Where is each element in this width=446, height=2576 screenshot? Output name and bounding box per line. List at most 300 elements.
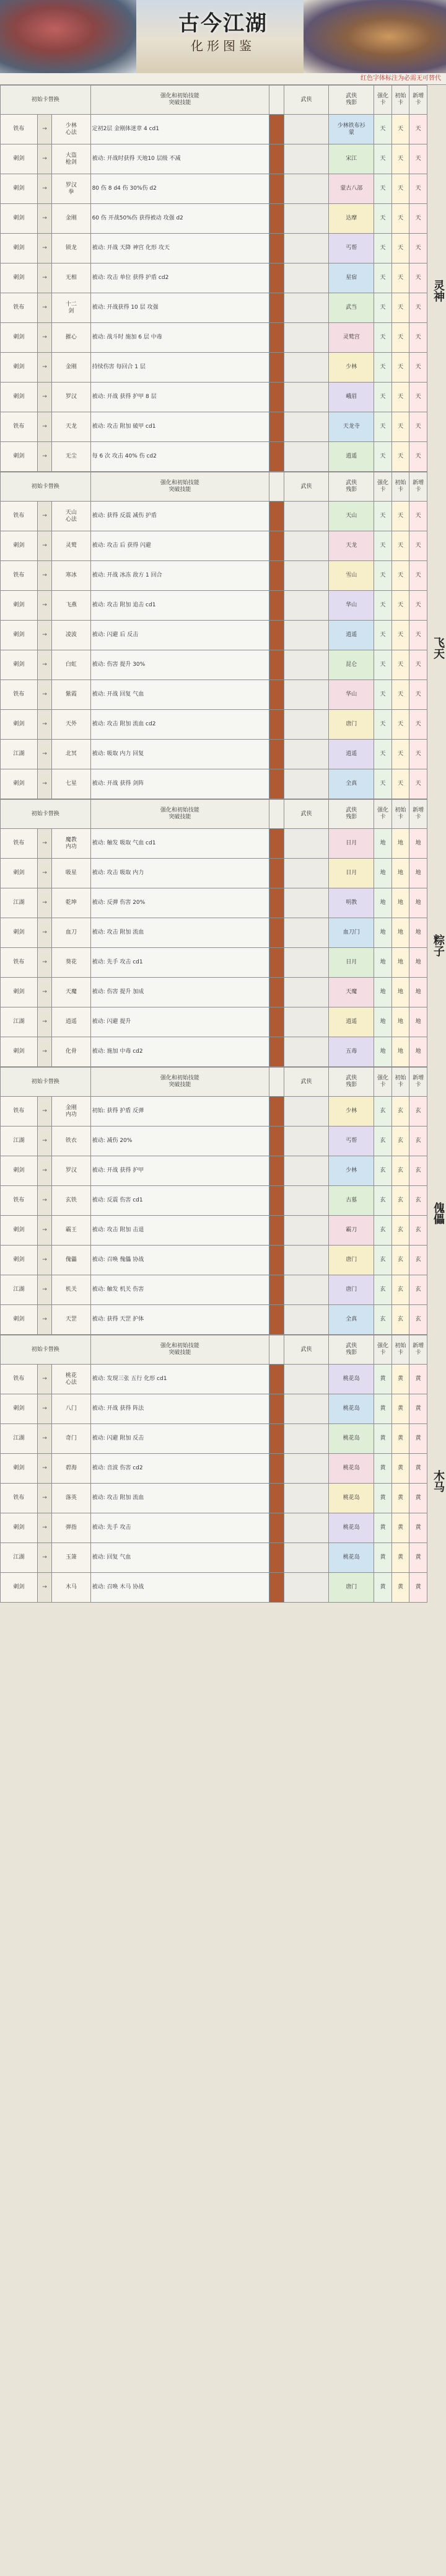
- target-cell: 灵鹫: [52, 531, 90, 561]
- target-cell: 木马: [52, 1573, 90, 1603]
- header-wu1: 武侠: [284, 1335, 329, 1365]
- slot-cell: 刺剑: [1, 859, 38, 888]
- type-icon: [269, 1275, 284, 1305]
- header-q-0: 强化卡: [374, 1335, 392, 1365]
- target-cell: 落英: [52, 1484, 90, 1513]
- quality-cell-0: 天: [374, 621, 392, 650]
- target-cell: 桃花 心法: [52, 1365, 90, 1394]
- target-cell: 乾坤: [52, 888, 90, 918]
- arrow-icon: →: [37, 234, 51, 263]
- slot-cell: 刺剑: [1, 1156, 38, 1186]
- quality-cell-0: 玄: [374, 1216, 392, 1246]
- type-icon: [269, 204, 284, 234]
- wuxia-remnant-cell: 唐门: [329, 1573, 374, 1603]
- table-row: [1, 888, 427, 918]
- quality-cell-1: 地: [391, 888, 409, 918]
- table-row: [1, 383, 427, 412]
- table-row: [1, 353, 427, 383]
- quality-cell-1: 玄: [391, 1156, 409, 1186]
- quality-cell-0: 天: [374, 323, 392, 353]
- banner-subtitle: 化形图鉴: [191, 38, 255, 53]
- target-cell: 玉箫: [52, 1543, 90, 1573]
- target-cell: 金刚: [52, 353, 90, 383]
- slot-cell: 刺剑: [1, 650, 38, 680]
- slot-cell: 江湖: [1, 740, 38, 769]
- wuxia-remnant-cell: 丐帮: [329, 1126, 374, 1156]
- slot-cell: 刺剑: [1, 1394, 38, 1424]
- table-row: [1, 1126, 427, 1156]
- skill-cell: 被动: 开战 获得 阵法: [90, 1394, 269, 1424]
- type-icon: [269, 531, 284, 561]
- header-wu2: 武侠 残影: [329, 1335, 374, 1365]
- wuxia-remnant-cell: 日月: [329, 859, 374, 888]
- target-cell: 凌波: [52, 621, 90, 650]
- arrow-icon: →: [37, 1246, 51, 1275]
- target-cell: 天龙: [52, 412, 90, 442]
- sections-container: [0, 85, 446, 1603]
- arrow-icon: →: [37, 561, 51, 591]
- skill-cell: 被动: 开战 获得 护甲: [90, 1156, 269, 1186]
- wuxia-cell: [284, 829, 329, 859]
- arrow-icon: →: [37, 1573, 51, 1603]
- header-skill: 强化和初始技能 突破技能: [90, 800, 269, 829]
- table-row: [1, 234, 427, 263]
- wuxia-remnant-cell: 丐帮: [329, 234, 374, 263]
- section-table: [0, 1335, 427, 1603]
- quality-cell-2: 天: [409, 293, 427, 323]
- header-icon: [269, 472, 284, 502]
- wuxia-cell: [284, 859, 329, 888]
- game-logo: 古今江湖: [178, 11, 268, 36]
- wuxia-remnant-cell: 宋江: [329, 144, 374, 174]
- section-4: [0, 1335, 446, 1603]
- quality-cell-2: 玄: [409, 1246, 427, 1275]
- quality-cell-2: 天: [409, 234, 427, 263]
- wuxia-remnant-cell: 逍遥: [329, 621, 374, 650]
- arrow-icon: →: [37, 1424, 51, 1454]
- wuxia-cell: [284, 740, 329, 769]
- wuxia-cell: [284, 263, 329, 293]
- quality-cell-0: 天: [374, 502, 392, 531]
- table-row: [1, 1007, 427, 1037]
- quality-cell-0: 天: [374, 591, 392, 621]
- table-row: [1, 1573, 427, 1603]
- quality-cell-0: 地: [374, 829, 392, 859]
- arrow-icon: →: [37, 740, 51, 769]
- wuxia-cell: [284, 383, 329, 412]
- wuxia-cell: [284, 1126, 329, 1156]
- quality-cell-1: 黄: [391, 1573, 409, 1603]
- quality-cell-1: 黄: [391, 1513, 409, 1543]
- target-cell: 紫霞: [52, 680, 90, 710]
- type-icon: [269, 621, 284, 650]
- wuxia-remnant-cell: 少林: [329, 1156, 374, 1186]
- header-q-0: 强化卡: [374, 86, 392, 115]
- wuxia-cell: [284, 888, 329, 918]
- target-cell: 玄铁: [52, 1186, 90, 1216]
- quality-cell-2: 玄: [409, 1156, 427, 1186]
- target-cell: 傀儡: [52, 1246, 90, 1275]
- target-cell: 少林 心法: [52, 115, 90, 144]
- type-icon: [269, 680, 284, 710]
- wuxia-cell: [284, 918, 329, 948]
- target-cell: 北冥: [52, 740, 90, 769]
- wuxia-remnant-cell: 明教: [329, 888, 374, 918]
- quality-cell-1: 玄: [391, 1186, 409, 1216]
- quality-cell-1: 玄: [391, 1246, 409, 1275]
- skill-cell: 被动: 闪避 附加 反击: [90, 1424, 269, 1454]
- skill-cell: 每 6 次 攻击 40% 伤 cd2: [90, 442, 269, 472]
- type-icon: [269, 263, 284, 293]
- quality-cell-0: 黄: [374, 1573, 392, 1603]
- section-table: [0, 85, 427, 472]
- banner-art-right: [304, 0, 446, 73]
- slot-cell: 刺剑: [1, 1573, 38, 1603]
- wuxia-remnant-cell: 蒙古八部: [329, 174, 374, 204]
- skill-cell: 被动: 攻击 附加 击退: [90, 1216, 269, 1246]
- header-q-2: 新增卡: [409, 86, 427, 115]
- type-icon: [269, 1216, 284, 1246]
- quality-cell-1: 黄: [391, 1454, 409, 1484]
- target-cell: 罗汉 拳: [52, 174, 90, 204]
- wuxia-remnant-cell: 少林铁布衫 蒙: [329, 115, 374, 144]
- quality-cell-2: 天: [409, 531, 427, 561]
- wuxia-remnant-cell: 少林: [329, 353, 374, 383]
- wuxia-cell: [284, 1365, 329, 1394]
- arrow-icon: →: [37, 263, 51, 293]
- wuxia-cell: [284, 1007, 329, 1037]
- quality-cell-2: 天: [409, 621, 427, 650]
- header-skill: 强化和初始技能 突破技能: [90, 472, 269, 502]
- slot-cell: 铁布: [1, 1186, 38, 1216]
- table-row: [1, 204, 427, 234]
- type-icon: [269, 1543, 284, 1573]
- quality-cell-1: 天: [391, 650, 409, 680]
- arrow-icon: →: [37, 1484, 51, 1513]
- wuxia-cell: [284, 1305, 329, 1335]
- quality-cell-2: 地: [409, 948, 427, 978]
- wuxia-cell: [284, 531, 329, 561]
- quality-cell-2: 玄: [409, 1186, 427, 1216]
- header-slot: 初始卡替换: [1, 472, 91, 502]
- table-row: [1, 1275, 427, 1305]
- wuxia-remnant-cell: 星宿: [329, 263, 374, 293]
- quality-cell-0: 天: [374, 115, 392, 144]
- skill-cell: 被动: 攻击 附加 流血: [90, 918, 269, 948]
- skill-cell: 被动: 先手 攻击 cd1: [90, 948, 269, 978]
- quality-cell-1: 玄: [391, 1275, 409, 1305]
- skill-cell: 被动: 攻击 附加 流血: [90, 1484, 269, 1513]
- legend-note: 红色字体标注为必需无可替代: [0, 73, 446, 85]
- wuxia-cell: [284, 1424, 329, 1454]
- slot-cell: 刺剑: [1, 323, 38, 353]
- quality-cell-0: 地: [374, 859, 392, 888]
- skill-cell: 被动: 攻击 附加 破甲 cd1: [90, 412, 269, 442]
- slot-cell: 铁布: [1, 680, 38, 710]
- wuxia-cell: [284, 174, 329, 204]
- skill-cell: 被动: 音波 伤害 cd2: [90, 1454, 269, 1484]
- wuxia-cell: [284, 1454, 329, 1484]
- table-row: [1, 174, 427, 204]
- wuxia-cell: [284, 1275, 329, 1305]
- quality-cell-0: 天: [374, 710, 392, 740]
- type-icon: [269, 859, 284, 888]
- type-icon: [269, 1246, 284, 1275]
- quality-cell-1: 黄: [391, 1365, 409, 1394]
- skill-cell: 被动: 开战 获得 护甲 8 层: [90, 383, 269, 412]
- quality-cell-2: 天: [409, 769, 427, 799]
- skill-cell: 被动: 伤害 提升 加成: [90, 978, 269, 1007]
- quality-cell-2: 黄: [409, 1513, 427, 1543]
- header-q-1: 初始卡: [391, 1335, 409, 1365]
- section-label: 傀儡: [432, 1202, 445, 1224]
- wuxia-remnant-cell: 桃花岛: [329, 1365, 374, 1394]
- quality-cell-2: 黄: [409, 1424, 427, 1454]
- quality-cell-2: 天: [409, 383, 427, 412]
- wuxia-cell: [284, 442, 329, 472]
- header-slot: 初始卡替换: [1, 1068, 91, 1097]
- skill-cell: 被动: 触发 吸取 气血 cd1: [90, 829, 269, 859]
- quality-cell-2: 黄: [409, 1543, 427, 1573]
- quality-cell-1: 地: [391, 978, 409, 1007]
- type-icon: [269, 918, 284, 948]
- slot-cell: 江湖: [1, 888, 38, 918]
- section-0: [0, 85, 446, 472]
- slot-cell: 铁布: [1, 1484, 38, 1513]
- slot-cell: 铁布: [1, 115, 38, 144]
- quality-cell-1: 黄: [391, 1484, 409, 1513]
- quality-cell-0: 天: [374, 293, 392, 323]
- type-icon: [269, 948, 284, 978]
- type-icon: [269, 293, 284, 323]
- skill-cell: 被动: 反弹 伤害 20%: [90, 888, 269, 918]
- quality-cell-2: 天: [409, 680, 427, 710]
- quality-cell-1: 天: [391, 621, 409, 650]
- target-cell: 锁龙: [52, 234, 90, 263]
- skill-cell: 被动: 攻击 附加 追击 cd1: [90, 591, 269, 621]
- type-icon: [269, 1424, 284, 1454]
- target-cell: 摧心: [52, 323, 90, 353]
- type-icon: [269, 978, 284, 1007]
- skill-cell: 被动: 开战 回复 气血: [90, 680, 269, 710]
- arrow-icon: →: [37, 144, 51, 174]
- quality-cell-1: 玄: [391, 1216, 409, 1246]
- type-icon: [269, 1097, 284, 1126]
- table-row: [1, 591, 427, 621]
- skill-cell: 被动: 闪避 后 反击: [90, 621, 269, 650]
- table-row: [1, 1305, 427, 1335]
- target-cell: 吸星: [52, 859, 90, 888]
- quality-cell-1: 天: [391, 680, 409, 710]
- quality-cell-2: 黄: [409, 1394, 427, 1424]
- target-cell: 白虹: [52, 650, 90, 680]
- table-row: [1, 948, 427, 978]
- quality-cell-0: 天: [374, 383, 392, 412]
- table-row: [1, 859, 427, 888]
- table-row: [1, 1484, 427, 1513]
- wuxia-remnant-cell: 逍遥: [329, 442, 374, 472]
- quality-cell-2: 玄: [409, 1126, 427, 1156]
- target-cell: 奇门: [52, 1424, 90, 1454]
- banner-art-left: [0, 0, 136, 73]
- target-cell: 大盗 枪剑: [52, 144, 90, 174]
- wuxia-remnant-cell: 桃花岛: [329, 1484, 374, 1513]
- wuxia-remnant-cell: 峨眉: [329, 383, 374, 412]
- header-wu2: 武侠 残影: [329, 800, 374, 829]
- quality-cell-2: 玄: [409, 1305, 427, 1335]
- target-cell: 十二 剑: [52, 293, 90, 323]
- target-cell: 七星: [52, 769, 90, 799]
- quality-cell-1: 天: [391, 115, 409, 144]
- arrow-icon: →: [37, 1126, 51, 1156]
- arrow-icon: →: [37, 293, 51, 323]
- table-row: [1, 293, 427, 323]
- skill-cell: 定初2层 金刚体迷章 4 cd1: [90, 115, 269, 144]
- quality-cell-0: 天: [374, 144, 392, 174]
- quality-cell-0: 玄: [374, 1246, 392, 1275]
- skill-cell: 被动: 先手 攻击: [90, 1513, 269, 1543]
- skill-cell: 被动: 发现三张 五行 化形 cd1: [90, 1365, 269, 1394]
- header-wu2: 武侠 残影: [329, 86, 374, 115]
- skill-cell: 被动: 闪避 提升: [90, 1007, 269, 1037]
- skill-cell: 被动: 施加 中毒 cd2: [90, 1037, 269, 1067]
- target-cell: 逍遥: [52, 1007, 90, 1037]
- type-icon: [269, 353, 284, 383]
- quality-cell-2: 天: [409, 115, 427, 144]
- skill-cell: 被动: 开战时获得 天地10 层级 不减: [90, 144, 269, 174]
- type-icon: [269, 1513, 284, 1543]
- slot-cell: 刺剑: [1, 1246, 38, 1275]
- quality-cell-0: 玄: [374, 1126, 392, 1156]
- quality-cell-0: 天: [374, 561, 392, 591]
- table-row: [1, 918, 427, 948]
- quality-cell-2: 天: [409, 204, 427, 234]
- arrow-icon: →: [37, 650, 51, 680]
- quality-cell-2: 地: [409, 888, 427, 918]
- quality-cell-1: 天: [391, 740, 409, 769]
- arrow-icon: →: [37, 1156, 51, 1186]
- wuxia-remnant-cell: 逍遥: [329, 740, 374, 769]
- table-row: [1, 1216, 427, 1246]
- header-slot: 初始卡替换: [1, 800, 91, 829]
- wuxia-remnant-cell: 桃花岛: [329, 1543, 374, 1573]
- wuxia-cell: [284, 769, 329, 799]
- type-icon: [269, 323, 284, 353]
- quality-cell-2: 地: [409, 859, 427, 888]
- wuxia-remnant-cell: 天魔: [329, 978, 374, 1007]
- table-row: [1, 1246, 427, 1275]
- table-row: [1, 1037, 427, 1067]
- wuxia-remnant-cell: 霸刀: [329, 1216, 374, 1246]
- type-icon: [269, 1037, 284, 1067]
- table-row: [1, 412, 427, 442]
- skill-cell: 被动: 反震 伤害 cd1: [90, 1186, 269, 1216]
- arrow-icon: →: [37, 204, 51, 234]
- table-row: [1, 978, 427, 1007]
- slot-cell: 刺剑: [1, 353, 38, 383]
- wuxia-cell: [284, 710, 329, 740]
- quality-cell-0: 天: [374, 353, 392, 383]
- type-icon: [269, 650, 284, 680]
- quality-cell-0: 天: [374, 442, 392, 472]
- target-cell: 无相: [52, 263, 90, 293]
- header-skill: 强化和初始技能 突破技能: [90, 86, 269, 115]
- quality-cell-1: 天: [391, 323, 409, 353]
- quality-cell-0: 地: [374, 888, 392, 918]
- table-row: [1, 502, 427, 531]
- header-skill: 强化和初始技能 突破技能: [90, 1068, 269, 1097]
- type-icon: [269, 1394, 284, 1424]
- slot-cell: 铁布: [1, 1365, 38, 1394]
- quality-cell-1: 天: [391, 383, 409, 412]
- type-icon: [269, 1126, 284, 1156]
- slot-cell: 江湖: [1, 1543, 38, 1573]
- skill-cell: 初始: 获得 护盾 反弹: [90, 1097, 269, 1126]
- skill-cell: 被动: 召唤 傀儡 协战: [90, 1246, 269, 1275]
- wuxia-remnant-cell: 唐门: [329, 1246, 374, 1275]
- wuxia-cell: [284, 115, 329, 144]
- slot-cell: 江湖: [1, 1424, 38, 1454]
- arrow-icon: →: [37, 621, 51, 650]
- target-cell: 罗汉: [52, 383, 90, 412]
- skill-cell: 被动: 攻击 后 获得 闪避: [90, 531, 269, 561]
- wuxia-remnant-cell: 桃花岛: [329, 1424, 374, 1454]
- wuxia-cell: [284, 293, 329, 323]
- banner: [0, 0, 446, 73]
- skill-cell: 被动: 回复 气血: [90, 1543, 269, 1573]
- arrow-icon: →: [37, 383, 51, 412]
- type-icon: [269, 1156, 284, 1186]
- wuxia-remnant-cell: 达摩: [329, 204, 374, 234]
- target-cell: 八门: [52, 1394, 90, 1424]
- table-row: [1, 323, 427, 353]
- quality-cell-2: 天: [409, 650, 427, 680]
- skill-cell: 被动: 攻击 吸取 内力: [90, 859, 269, 888]
- wuxia-cell: [284, 144, 329, 174]
- arrow-icon: →: [37, 115, 51, 144]
- type-icon: [269, 1007, 284, 1037]
- arrow-icon: →: [37, 1037, 51, 1067]
- quality-cell-2: 黄: [409, 1454, 427, 1484]
- wuxia-remnant-cell: 华山: [329, 591, 374, 621]
- arrow-icon: →: [37, 412, 51, 442]
- arrow-icon: →: [37, 1365, 51, 1394]
- arrow-icon: →: [37, 1513, 51, 1543]
- quality-cell-0: 天: [374, 412, 392, 442]
- quality-cell-0: 天: [374, 650, 392, 680]
- quality-cell-2: 地: [409, 918, 427, 948]
- quality-cell-2: 天: [409, 502, 427, 531]
- slot-cell: 刺剑: [1, 383, 38, 412]
- skill-cell: 被动: 减伤 20%: [90, 1126, 269, 1156]
- header-q-0: 强化卡: [374, 1068, 392, 1097]
- skill-cell: 被动: 获得 反震 减伤 护盾: [90, 502, 269, 531]
- section-table: [0, 1067, 427, 1335]
- quality-cell-1: 天: [391, 263, 409, 293]
- wuxia-remnant-cell: 桃花岛: [329, 1394, 374, 1424]
- skill-cell: 被动: 战斗时 施加 6 层 中毒: [90, 323, 269, 353]
- quality-cell-1: 天: [391, 174, 409, 204]
- quality-cell-2: 天: [409, 174, 427, 204]
- quality-cell-1: 天: [391, 234, 409, 263]
- arrow-icon: →: [37, 888, 51, 918]
- wuxia-cell: [284, 323, 329, 353]
- wuxia-remnant-cell: 昆仑: [329, 650, 374, 680]
- slot-cell: 刺剑: [1, 769, 38, 799]
- quality-cell-1: 天: [391, 710, 409, 740]
- arrow-icon: →: [37, 1007, 51, 1037]
- wuxia-cell: [284, 1484, 329, 1513]
